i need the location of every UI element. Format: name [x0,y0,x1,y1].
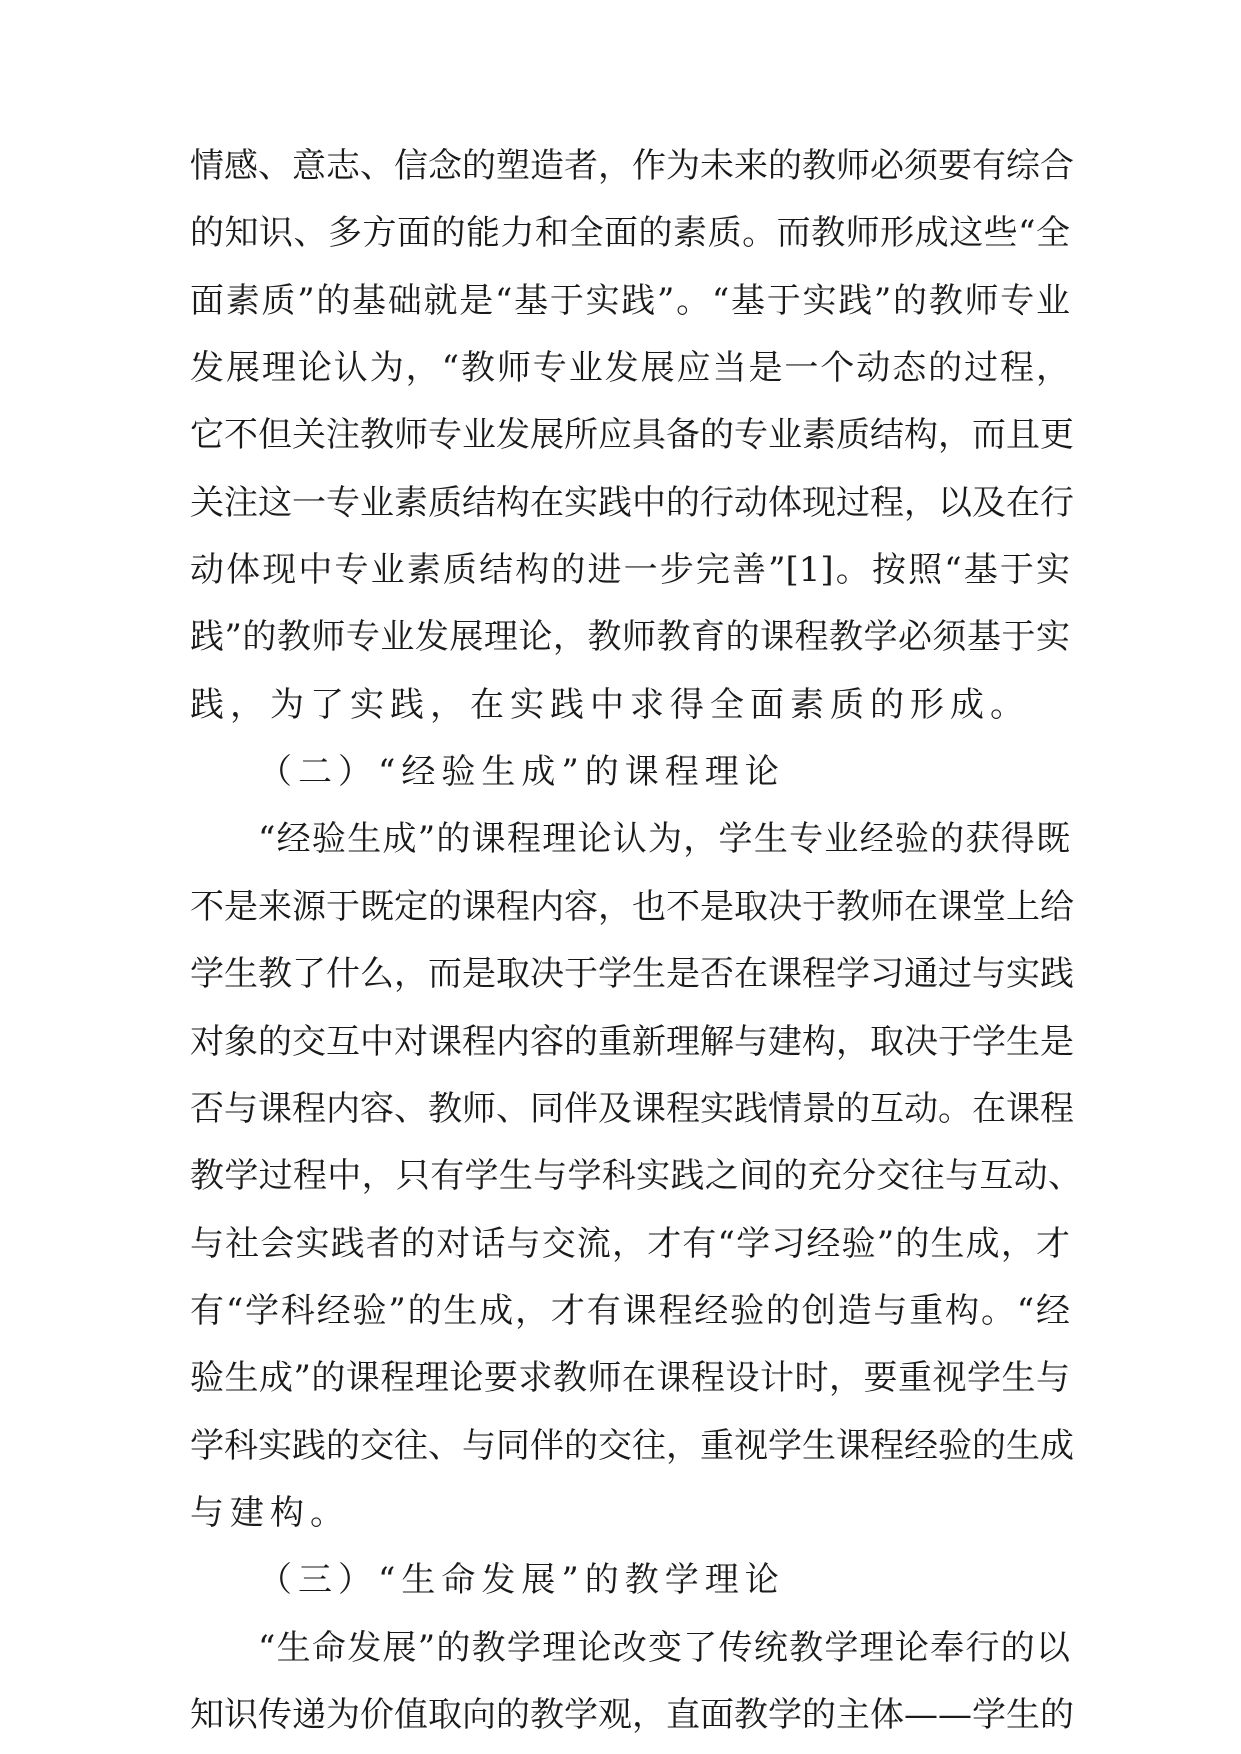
text-line: 对象的交互中对课程内容的重新理解与建构，取决于学生是 [190,1022,1074,1062]
text-line: 践，为了实践，在实践中求得全面素质的形成。 [190,685,1030,725]
text-line: 践”的教师专业发展理论，教师教育的课程教学必须基于实 [190,617,1070,657]
paragraph-first-line: “经验生成”的课程理论认为，学生专业经验的获得既 [258,819,1070,859]
text-line: 的知识、多方面的能力和全面的素质。而教师形成这些“全 [190,213,1070,253]
text-line: 关注这一专业素质结构在实践中的行动体现过程，以及在行 [190,483,1074,523]
text-line: 验生成”的课程理论要求教师在课程设计时，要重视学生与 [190,1358,1070,1398]
text-line: 否与课程内容、教师、同伴及课程实践情景的互动。在课程 [190,1089,1074,1129]
text-line: 学科实践的交往、与同伴的交往，重视学生课程经验的生成 [190,1426,1074,1466]
text-line: 与建构。 [190,1493,350,1533]
text-line: 与社会实践者的对话与交流，才有“学习经验”的生成，才 [190,1224,1070,1264]
text-line: 不是来源于既定的课程内容，也不是取决于教师在课堂上给 [190,887,1074,927]
text-line: 学生教了什么，而是取决于学生是否在课程学习通过与实践 [190,954,1074,994]
text-line: 它不但关注教师专业发展所应具备的专业素质结构，而且更 [190,415,1074,455]
section-heading: （二）“经验生成”的课程理论 [258,752,785,792]
text-line: 知识传递为价值取向的教学观，直面教学的主体——学生的 [190,1695,1074,1735]
paragraph-first-line: “生命发展”的教学理论改变了传统教学理论奉行的以 [258,1628,1070,1668]
text-line: 动体现中专业素质结构的进一步完善”[1]。按照“基于实 [190,550,1070,590]
text-line: 面素质”的基础就是“基于实践”。“基于实践”的教师专业 [190,281,1070,321]
section-heading: （三）“生命发展”的教学理论 [258,1560,785,1600]
text-line: 发展理论认为，“教师专业发展应当是一个动态的过程， [190,348,1070,388]
text-line: 教学过程中，只有学生与学科实践之间的充分交往与互动、 [190,1156,1082,1196]
text-line: 情感、意志、信念的塑造者，作为未来的教师必须要有综合 [190,146,1074,186]
text-line: 有“学科经验”的生成，才有课程经验的创造与重构。“经 [190,1291,1070,1331]
